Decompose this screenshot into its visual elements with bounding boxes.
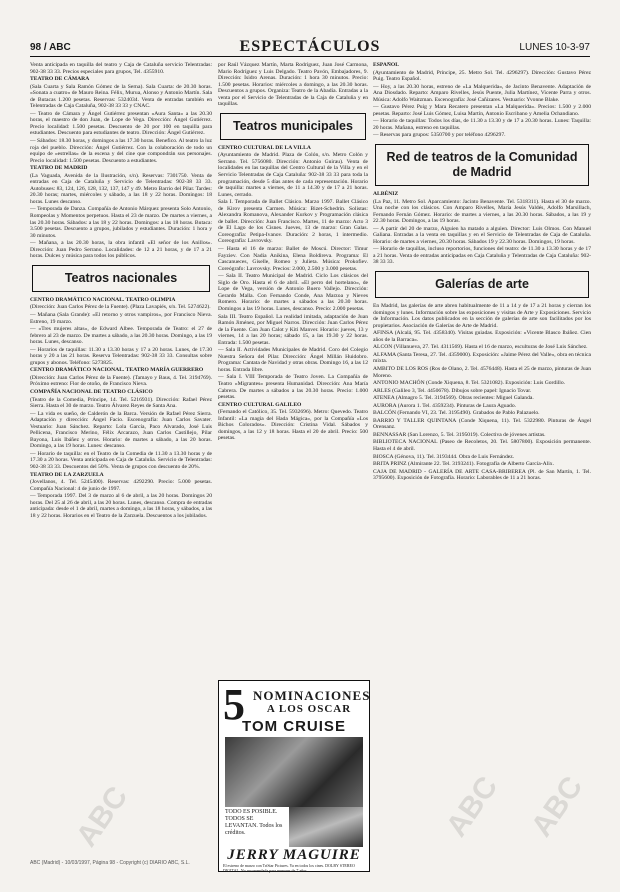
listing-paragraph: BALCÓN (Fernando VI, 23. Tel. 3195490). Grabados de Pablo Palazuelo. — [373, 410, 540, 417]
listing-venue-heading: CENTRO DRAMÁTICO NACIONAL. TEATRO OLIMPIA — [30, 296, 176, 303]
listing-venue-heading: CENTRO CULTURAL GALILEO — [218, 401, 302, 408]
ad-oscar-line: A LOS OSCAR — [266, 703, 352, 715]
listing-paragraph: BENNASSAR (San Lorenzo, 5. Tel. 3195019). Colectiva de jóvenes artistas. — [373, 431, 546, 438]
ad-credits: El estreno de marzo con TriStar Pictures. Ya en todos los cines. DOLBY STEREO DIGITAL. No recomendada para menores de 7 años. — [223, 863, 355, 873]
watermark: ABC — [524, 770, 590, 843]
listing-venue-heading: CENTRO DRAMÁTICO NACIONAL. TEATRO MARÍA GUERRERO — [30, 367, 204, 374]
listing-paragraph: — «Tres mujeres altas», de Edward Albee. Temporada de Teatro: el 27 de febrero al 23 de marzo. De martes a sábado, a las 20.30 horas. Domingo, a las 19 horas. Lunes, descanso. — [30, 326, 212, 346]
listing-venue-heading: COMPAÑÍA NACIONAL DE TEATRO CLÁSICO — [30, 388, 153, 395]
listing-paragraph: (Teatro de la Comedia, Príncipe, 14. Tel. 5216931). Dirección: Rafael Pérez Sierra. Hasta el 30 de marzo. Teatro Álvarez Reyes de Santa Ana. — [30, 396, 212, 410]
listing-paragraph: BRITA PRINZ (Almirante 22. Tel. 3193241). Fotografía de Alberto García-Alix. — [373, 461, 554, 468]
ad-star-name: TOM CRUISE — [242, 718, 346, 735]
listing-paragraph: — La vida es sueño, de Calderón de la Barca. Versión de Rafael Pérez Sierra. Adaptación y dirección: Ángel Facio. Escenografía: Juan Carlos Savater. Vestuario: Juan Sánchez. Reparto: Lola García, Paco Alvarado, José Luis Pellicena, Francisco Merino, Félix Arcarazo, Juan Carlos Castillejo, Pilar Bayona, Luis Ibáñez y otros. Horario: de martes a sábado, a las 20 horas. Domingo, a las 19 horas. Lunes: descanso. — [30, 410, 212, 450]
listing-block-galerias — [373, 303, 591, 482]
listing-venue-heading: TEATRO DE CÁMARA — [30, 76, 90, 83]
teatros-municipales-heading: Teatros municipales — [220, 113, 366, 140]
listing-block-top — [30, 62, 212, 260]
ad-nominations-line: NOMINACIONES — [253, 688, 371, 703]
ad-photo — [225, 737, 363, 807]
listing-paragraph: (Dirección: Juan Carlos Pérez de la Fuente). (Plaza Lavapiés, s/n. Tel. 5274622). — [30, 304, 211, 311]
listing-paragraph: — Reservas para grupos: 5350700 y por teléfono 4296297. — [373, 132, 506, 139]
listing-paragraph: ATENEA (Almagro 5. Tel. 3194569). Obras recientes: Miguel Galanda. — [373, 395, 534, 402]
listing-paragraph: BIBLIOTECA NACIONAL (Paseo de Recoletos, 20. Tel. 5807800). Exposición permanente. Hasta el 4 de abril. — [373, 439, 591, 452]
listing-paragraph: En Madrid, las galerías de arte abren habitualmente de 11 a 14 y de 17 a 21 horas y cierran los domingos y lunes. Información sobre las exposiciones y visitas de Arte y Exposiciones. Servicio de Información. Los datos publicados en la sección de galerías de arte son facilitados por los propietarios. Asociación de Galerías de Arte de Madrid. — [373, 303, 591, 329]
listing-paragraph: ARLES (Galileo 3, Tel. 4450678). Dibujos sobre papel: Ignacio Tovar. — [373, 387, 532, 394]
listing-paragraph: (Jovellanos, 4. Tel. 5245400). Reservas: 4292290. Precio: 5.000 pesetas. Compañía Nacional: 4 de junio de 1997. — [30, 479, 212, 492]
listing-venue-heading: TEATRO DE LA ZARZUELA — [30, 471, 104, 478]
listing-paragraph: — Sala II. Teatro Municipal de Madrid. Ciclo Los clásicos del Siglo de Oro. Hasta el 6 de abril. «El perro del hortelano», de Lope de Vega, versión de Antonio Buero Vallejo. Dirección: Gerardo Malla. Con Fernando Conde, Ana Marzoa y Nieves Romero. Horario: de martes a sábados a las 20.30 horas. Domingos a las 19 horas. Lunes, descanso. Precio: 2.000 pesetas. — [218, 273, 368, 312]
listing-block-municipales — [218, 145, 368, 442]
column-right — [373, 62, 591, 858]
page-header — [30, 40, 590, 57]
ad-film-title: JERRY MAGUIRE — [227, 847, 361, 863]
listing-paragraph: (La Paz, 11. Metro Sol. Aparcamiento: Jacinto Benavente. Tel. 5318311). Hasta el 30 de marzo. Una noche con los clásicos. Con Amparo Rivelles, María Jesús Valdés, Adolfo Marsillach, Fernando Fernán Gómez. Horario: de martes a viernes, a las 20.30 horas. Sábados, a las 19 y 22.30 horas. Domingos, a las 19 horas. — [373, 198, 591, 225]
listing-paragraph: Sala I. Temporada de Ballet Clásico. Marzo 1997. Ballet Clásico de Kirov presenta Carmen. Música: Bizet-Schedrin. Solistas: Alexandra Romanova, Alexander Kurkov y Programación clásica de ballet. Dirección: Juan Francisco. Martes, 11 de marzo: Acto 3 de El Lago de los Cisnes. Jueves, 13 de marzo: Gran Galas. Coreografía: Petipa-Ivanov. Duración: 2 horas, 1 intermedio. Coreografía: Lavrovsky. — [218, 199, 368, 245]
listing-venue-heading: TEATRO DE MADRID — [30, 165, 88, 172]
listing-paragraph: (La Vaguada, Avenida de la Ilustración, s/n). Reservas: 7301750. Venta de entradas en Caja de Cataluña y Servicio de Telentradas: 902-38 33 33. Autobuses: 83, 124, 126, 128, 132, 137, 147 y 49. Metro Barrio del Pilar. Tardes: 20.30 horas; martes, miércoles y sábado, a las 18 y 22 horas. Domingos: 18 horas. Lunes descanso. — [30, 172, 212, 205]
listing-paragraph: — Gustavo Pérez Puig y Mara Recatero presentan «La Malquerida». Precios: 1.500 y 2.000 pesetas. Reparto: José Luis Gómez, Luisa Martín, Antonio Escribano y Amelia Ochandiano. — [373, 104, 591, 117]
listing-paragraph: ANTONIO MACHÓN (Conde Xiquena, 8. Tel. 5321082). Exposición: Luis Gordillo. — [373, 380, 566, 387]
red-teatros-heading: Red de teatros de la Comunidad de Madrid — [375, 144, 589, 186]
issue-date: LUNES 10-3-97 — [519, 42, 590, 53]
listing-paragraph: Sala III. Teatro Español. La realidad imitada, adaptación de Juan Ramón Jiménez, por Miguel Narros. Dirección: Juan Carlos Pérez de la Fuente. Con Juan Calot y Kiti Manver. Horario: jueves, 13 y viernes, 14 a las 20 horas; sábado 15, a las 19.30 y 22 horas. Entrada: 1.500 pesetas. — [218, 313, 368, 346]
listing-paragraph: — Horario de taquilla: en el Teatro de la Comedia de 11.30 a 13.30 horas y de 17.30 a 20 horas. Venta anticipada en Caja de Cataluña. Servicio de Telentradas: 902-38 33 33. Descuentos del 50%. Venta de grupos con descuento de 20%. — [30, 450, 212, 470]
listing-paragraph: — Sábados: 18.30 horas, y domingos a las 17.30 horas. Benefico. Al teatro la luz roja del pueblo. Dirección: Ángel Gutiérrez. Con la colaboración de todo un equipo de «estrellas» de la escena y del cine que compondrán sus personajes. Precio localidad: 1.500 pesetas. Descuento a estudiantes. — [30, 138, 212, 164]
listing-paragraph: ALFAMA (Santa Teresa, 27. Tel. 4359000). Exposición: «Jaime Pérez del Valle», obra en técnica mixta. — [373, 351, 591, 365]
listing-paragraph: — Sala II. Actividades Municipales de Madrid. Coro del Colegio Nuestra Señora del Pilar. Dirección: Ángel Millán Huidobro. Programa: Cantata de Navidad y otras obras. Domingo 16, a las 12 horas. Entrada libre. — [218, 347, 368, 373]
listing-paragraph: CAJA DE MADRID - GALERÍA DE ARTE CASA-BRIBEREA (Pl. de San Martín, 1. Tel. 3795600). Exposición de Fotografía. Horario: Laborables de 11 a 21 horas. — [373, 468, 591, 482]
watermark: ABC — [69, 780, 135, 853]
teatros-nacionales-heading: Teatros nacionales — [32, 265, 210, 292]
listing-paragraph: AFINSA (Alcalá, 95. Tel. 4358340). Visitas guiadas. Exposición: «Vicente Blasco Ibáñez. Cien años de la Barraca». — [373, 330, 591, 343]
ad-numeral: 5 — [223, 680, 245, 729]
listing-paragraph: BIOSCA (Génova, 11). Tel. 3193444. Obra de Luis Fernández. — [373, 453, 515, 460]
listing-paragraph: AURORA (Aurora 1. Tel. 4359234). Pinturas de Laura Aguado. — [373, 402, 517, 409]
listing-paragraph: — Hasta el 16 de marzo: Ballet de Moscú. Director: Timur Fayziev. Con Nadia Anikina, Elena Boldireva. Programa: El Cascanueces, Giselle, Romeo y Julieta. Música: Prokofiev. Coreógrafo: Lavrovsky. Precios: 2.000, 2.500 y 3.000 pesetas. — [218, 246, 368, 272]
listing-block-nacionales — [30, 297, 212, 520]
listing-paragraph: (Sala Cuarta y Sala Ramón Gómez de la Serna). Sala Cuarta: de 20.30 horas. «Sonata a cuatro» de Mauro Reina. Félix, Murua, Alonso y Antonio Martín. Sala de Butacas 1.200 pesetas. Reservas: 5324034. Venta de entradas también en Telentradas de Caja Cataluña, 902-38 33 33 y CNAC. — [30, 83, 212, 110]
listing-paragraph: — A partir del 20 de marzo, Alguien ha matado a alguien. Director: Luis Olmos. Con Manuel Galiana. Entradas a la venta en taquillas y en el Servicio de Telentradas de Caja de Cataluña. Horario: de martes a viernes, 20.30 horas. Sábados 19 y 22.30 horas. Domingos, 19 horas. — [373, 225, 591, 245]
ad-side-text: TODO ES POSIBLE. TODOS SE LEVANTAN. Todos los créditos. — [225, 809, 283, 836]
listing-paragraph: — Temporada de Danza. Compañía de Antonio Márquez presenta Solo Antonio, Rompeolas y Momentos perpetuos. Hasta el 23 de marzo. De martes a viernes, a las 20.30 horas. Sábados: a las 18 y 22 horas. Domingos: a las 18 horas. Butaca: 3.500 pesetas. Descuento a grupos, jubilados y estudiantes. Duración: 1 hora y 30 minutos. — [30, 206, 212, 239]
listing-paragraph: (Dirección: Juan Carlos Pérez de la Fuente). (Tamayo y Baus, 4. Tel. 3194769). Próximo estreno: Flor de otoño, de Francisco Nieva. — [30, 374, 212, 388]
listing-paragraph: — Sala I. VIII Temporada de Teatro Joven. La Compañía de Teatro «Migrantes» presenta Humanidad. Dirección: Ana María Cabrera. De martes a sábados a las 20.30 horas. Precio: 1.000 pesetas. — [218, 374, 368, 401]
listing-paragraph: Venta anticipada en taquilla del teatro y Caja de Cataluña servicio Telentradas: 902-38 33 33. Precios especiales para grupos, Tel. 4355910. — [30, 62, 212, 75]
listing-venue-heading: ALBÉNIZ — [373, 191, 399, 198]
listing-block-red — [373, 191, 591, 266]
listing-paragraph: (Fernando el Católico, 35. Tel. 5932696). Metro: Quevedo. Teatro Infantil: «La magia del Hada Mágica», por la Compañía «Los Bichos Colorados». Dirección: Cristina Vidal. Sábados y domingos, a las 12 y 18 horas. Hasta el 20 de abril. Precio: 500 pesetas. — [218, 409, 368, 442]
listing-paragraph: AMBITO DE LOS ROS (Ros de Olano, 2. Tel. 4576448). Hasta el 25 de marzo, pinturas de Juan Moreno. — [373, 365, 591, 379]
listing-paragraph: (Ayuntamiento de Madrid. Plaza de Colón, s/n. Metro Colón y Serrano. Tel. 5756080. Dirección: Antonio Guirau). Venta de localidades en las taquillas del Centro Cultural de la Villa y en el Servicio Telentradas de Caja Cataluña: 902-38 33 33 para toda la programación, desde 5 días antes de cada representación. Horario de taquilla: martes a viernes, de 11 a 14.30 y de 17 a 21 horas. Lunes, cerrado. — [218, 152, 368, 198]
listing-paragraph: — Horarios de taquillas: 11.30 a 13.30 horas y 17 a 20 horas. Lunes, de 17.30 horas y 20 a las 21 horas. Reserva Telentradas: 902-38 33 33. Consultas sobre grupos y abonos. Teléfono: 5273825. — [30, 346, 212, 366]
listing-paragraph: — Temporada 1997. Del 3 de marzo al 6 de abril, a las 20 horas. Domingos 20 horas. Del 25 al 26 de abril, a las 20 horas. Lunes, descanso. Compra de entradas anticipada: desde el 1 de abril, martes a domingo, a las 18 horas, y sábados, a las 18 y 22 horas. Horarios en el Teatro de la Zarzuela. Descuentos a los jubilados. — [30, 493, 212, 519]
listing-paragraph: — Mañana (Sala Grande): «El retorno y otros vampiros», por Francisco Nieva. Estreno, 19 marzo. — [30, 311, 212, 325]
listing-paragraph: — Horario de taquillas: Todos los días, de 11.30 a 13.30 y de 17 a 20.30 horas. Lunes: Taquilla: 20 horas. Mañana, estreno en taquillas. — [373, 118, 591, 131]
listing-paragraph: (Ayuntamiento de Madrid, Príncipe, 25. Metro Sol. Tel. 4296297). Dirección: Gustavo Pérez Puig. Teatro Español. — [373, 69, 591, 83]
listing-paragraph: — Hoy, a las 20.30 horas, estreno de «La Malquerida», de Jacinto Benavente. Adaptación de Ana Diosdado. Reparto: Amparo Rivelles, Jesús Puente, Julia Martínez, Vicente Parra y otros. Música: Adolfo Waitzman. Escenografía: José Cañizares. Vestuario: Yvonne Blake. — [373, 83, 591, 103]
listing-paragraph: ALCON (Villanueva, 27. Tel. 4311569). Hasta el 16 de marzo, esculturas de José Luis Sánchez. — [373, 344, 588, 351]
page-number: 98 / ABC — [30, 42, 71, 53]
section-title: ESPECTÁCULOS — [239, 38, 381, 55]
galerias-heading: Galerías de arte — [375, 271, 589, 298]
movie-advertisement — [218, 680, 370, 872]
listing-block-intro — [218, 62, 368, 108]
listing-block-espanol — [373, 62, 591, 139]
listing-venue-heading: CENTRO CULTURAL DE LA VILLA — [218, 144, 311, 151]
listing-venue-heading: ESPAÑOL — [373, 62, 400, 68]
listing-paragraph: — Teatro de Cámara y Ángel Gutiérrez presentan «Aura Santa» a las 20.30 horas, el maestro de don Juan, de Lope de Vega. Dirección: Ángel Gutiérrez. Precio localidad: 1.500 pesetas. Descuento de 20 por 100 en taquilla para estudiantes. Descuento para estudiantes de teatro. Dirección: Ángel Gutiérrez. — [30, 110, 212, 137]
listing-paragraph: — Horario de taquillas, incluso reportorios, funciones del teatro: de 11.30 a 13.30 horas y de 17 a 21 horas. Venta de entradas anticipadas en Caja Cataluña y Telentradas de Caja Cataluña: 902-38 33 33. — [373, 246, 591, 266]
page-footer: ABC (Madrid) - 10/03/1997, Página 98 - Copyright (c) DIARIO ABC, S.L. — [30, 860, 190, 866]
listing-paragraph: por Raúl Vázquez Martín, Marta Rodríguez, Juan José Carmona, Mario Rodríguez y Luis Delgado. Teatro Pavón, Embajadores, 9. Dirección: Isidro Arenas. Duración: 1 hora 30 minutos. Precio: 1.500 pesetas. Horarios: miércoles a domingo, a las 20.30 horas. Descuentos a grupos. Organiza: Teatro de la Abadía. Entradas a la venta por el Servicio de Telentradas de la Caja de Cataluña y en taquillas. — [218, 62, 368, 108]
column-left — [30, 62, 212, 858]
ad-cover-image — [289, 807, 363, 847]
listing-paragraph: — Mañana, a las 20.30 horas, la obra infantil «El señor de los Anillos». Dirección: Juan Pedro Serrano. Localidades: de 12 a 21 horas, y de 17 a 21 horas. Dulces y música para todos los públicos. — [30, 240, 212, 260]
listing-paragraph: BARRIO Y TALLER QUINTANA (Conde Xiquena, 11). Tel. 5322980. Pinturas de Ángel Orensanz. — [373, 417, 591, 431]
watermark: ABC — [439, 770, 505, 843]
